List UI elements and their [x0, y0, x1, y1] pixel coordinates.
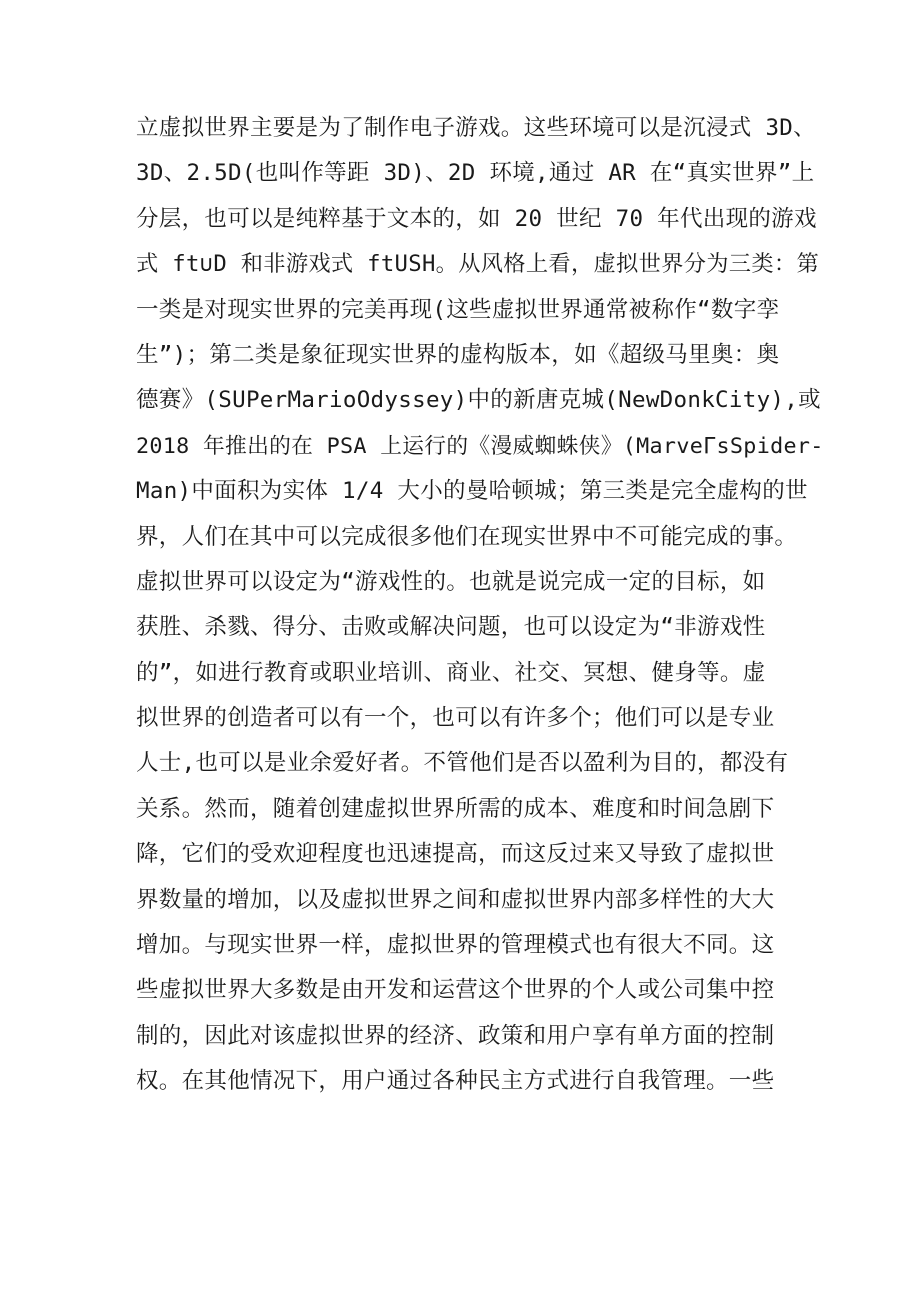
text-line: 获胜、杀戮、得分、击败或解决问题，也可以设定为“非游戏性 [136, 614, 766, 641]
text-line: 式 ft∪D 和非游戏式 ftUSH。从风格上看，虚拟世界分为三类：第 [136, 251, 819, 278]
text-line: 权。在其他情况下，用户通过各种民主方式进行自我管理。一些 [136, 1068, 775, 1095]
text-line: 人士,也可以是业余爱好者。不管他们是否以盈利为目的，都没有 [136, 750, 789, 777]
text-line: 2018 年推出的在 PSA 上运行的《漫威蜘蛛侠》(MarveΓsSpider- [136, 433, 824, 459]
text-line: Man)中面积为实体 1/4 大小的曼哈顿城；第三类是完全虚构的世 [136, 478, 808, 505]
text-line: 降，它们的受欢迎程度也迅速提高，而这反过来又导致了虚拟世 [136, 841, 775, 868]
text-line: 的”，如进行教育或职业培训、商业、社交、冥想、健身等。虚 [136, 659, 766, 686]
text-line: 虚拟世界可以设定为“游戏性的。也就是说完成一定的目标，如 [136, 568, 766, 595]
text-line: 界，人们在其中可以完成很多他们在现实世界中不可能完成的事。 [136, 523, 798, 550]
text-line: 立虚拟世界主要是为了制作电子游戏。这些环境可以是沉浸式 3D、 [136, 115, 816, 141]
body-paragraph [136, 106, 824, 1105]
text-line: 制的，因此对该虚拟世界的经济、政策和用户享有单方面的控制 [136, 1022, 775, 1049]
text-line: 德赛》(SUPerMarioOdyssey)中的新唐克城(NewDonkCity),或 [136, 387, 821, 414]
text-line: 些虚拟世界大多数是由开发和运营这个世界的个人或公司集中控 [136, 977, 775, 1004]
text-line: 分层，也可以是纯粹基于文本的，如 20 世纪 70 年代出现的游戏 [136, 205, 817, 232]
text-line: 一类是对现实世界的完美再现(这些虚拟世界通常被称作“数字孪 [136, 296, 780, 323]
text-line: 关系。然而，随着创建虚拟世界所需的成本、难度和时间急剧下 [136, 795, 775, 822]
text-line: 3D、2.5D(也叫作等距 3D)、2D 环境,通过 AR 在“真实世界”上 [136, 160, 815, 187]
text-line: 拟世界的创造者可以有一个，也可以有许多个；他们可以是专业 [136, 705, 775, 732]
text-line: 生”)；第二类是象征现实世界的虚构版本，如《超级马里奥：奥 [136, 341, 780, 368]
text-line: 界数量的增加，以及虚拟世界之间和虚拟世界内部多样性的大大 [136, 886, 775, 913]
text-line: 增加。与现实世界一样，虚拟世界的管理模式也有很大不同。这 [136, 932, 775, 959]
